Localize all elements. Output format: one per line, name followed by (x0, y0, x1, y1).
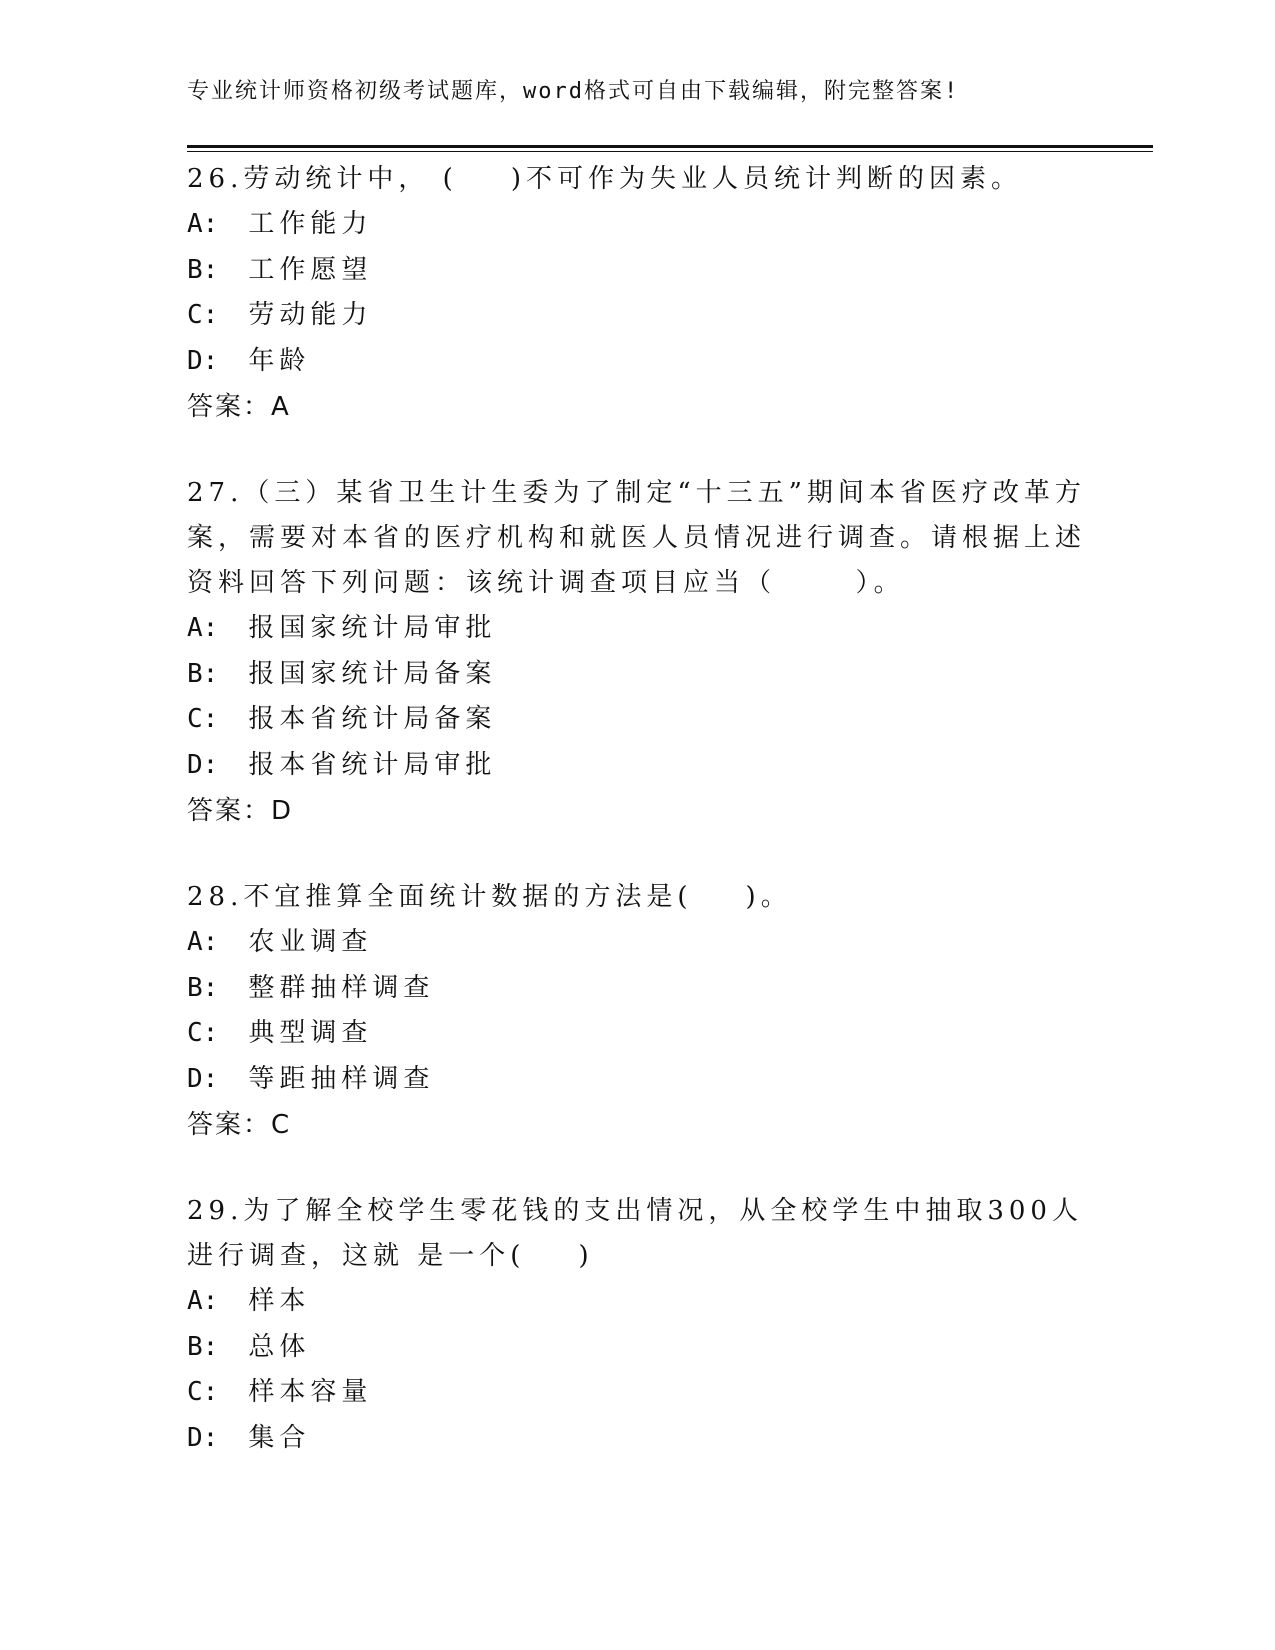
question-stem: 26.劳动统计中， ( )不可作为失业人员统计判断的因素。 (187, 164, 1022, 194)
option-text: 报国家统计局备案 (248, 658, 497, 689)
option-text: 集合 (248, 1422, 311, 1453)
question-list (187, 157, 1087, 1502)
option-letter: D: (187, 749, 219, 780)
option-text: 等距抽样调查 (248, 1063, 435, 1094)
option-text: 报本省统计局备案 (248, 704, 497, 734)
option-d (187, 743, 1087, 789)
option-text: 工作能力 (248, 209, 373, 239)
option-a (187, 920, 1087, 966)
option-letter: C: (187, 1018, 219, 1048)
option-b (187, 652, 1087, 698)
option-letter: B: (187, 658, 219, 689)
page-header: 专业统计师资格初级考试题库，word格式可自由下载编辑，附完整答案! (187, 79, 960, 104)
option-b (187, 248, 1087, 294)
option-a (187, 606, 1087, 652)
header-divider-thick (187, 145, 1153, 148)
question-stem: 27.（三）某省卫生计生委为了制定“十三五”期间本省医疗改革方案，需要对本省的医疗机构和就医人员情况进行调查。请根据上述资料回答下列问题：该统计调查项目应当（ ）。 (187, 478, 1087, 598)
option-text: 典型调查 (248, 1018, 373, 1048)
option-a (187, 1279, 1087, 1325)
option-d (187, 1057, 1087, 1103)
option-text: 工作愿望 (248, 254, 373, 285)
option-a (187, 202, 1087, 248)
option-b (187, 1325, 1087, 1371)
option-letter: A: (187, 1286, 219, 1316)
question-29 (187, 1189, 1087, 1461)
question-stem: 29.为了解全校学生零花钱的支出情况，从全校学生中抽取300人进行调查，这就 是一个( ) (187, 1196, 1083, 1271)
option-letter: B: (187, 1331, 219, 1362)
option-text: 农业调查 (248, 927, 373, 957)
option-text: 劳动能力 (248, 300, 373, 330)
option-text: 样本 (248, 1286, 311, 1316)
question-27 (187, 471, 1087, 834)
option-d (187, 339, 1087, 385)
question-stem: 28.不宜推算全面统计数据的方法是( )。 (187, 882, 792, 912)
option-letter: C: (187, 1377, 219, 1407)
option-d (187, 1416, 1087, 1462)
option-c (187, 697, 1087, 743)
answer-line: 答案：D (187, 796, 294, 826)
option-letter: A: (187, 209, 219, 239)
option-letter: A: (187, 613, 219, 643)
option-letter: B: (187, 972, 219, 1003)
option-letter: B: (187, 254, 219, 285)
option-text: 整群抽样调查 (248, 972, 435, 1003)
option-c (187, 1370, 1087, 1416)
option-letter: C: (187, 704, 219, 734)
option-letter: D: (187, 1063, 219, 1094)
option-c (187, 1011, 1087, 1057)
option-text: 样本容量 (248, 1377, 373, 1407)
option-c (187, 293, 1087, 339)
option-text: 总体 (248, 1331, 311, 1362)
option-b (187, 966, 1087, 1012)
question-26 (187, 157, 1087, 430)
option-letter: A: (187, 927, 219, 957)
answer-line: 答案：C (187, 1110, 292, 1140)
option-letter: D: (187, 345, 219, 376)
question-28 (187, 875, 1087, 1148)
option-letter: D: (187, 1422, 219, 1453)
option-text: 年龄 (248, 345, 311, 376)
option-letter: C: (187, 300, 219, 330)
option-text: 报国家统计局审批 (248, 613, 497, 643)
header-divider-thin (187, 151, 1153, 152)
option-text: 报本省统计局审批 (248, 749, 497, 780)
answer-line: 答案：A (187, 392, 291, 422)
